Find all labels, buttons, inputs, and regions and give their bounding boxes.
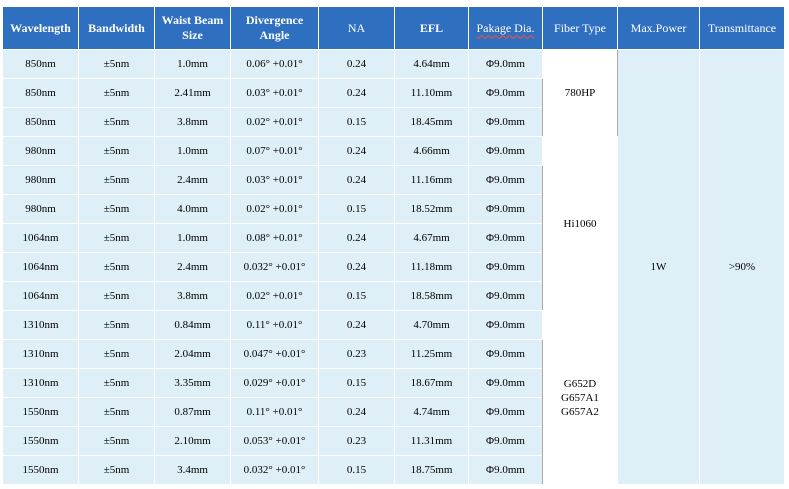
divergence-cell: 0.02° +0.01° <box>231 108 319 137</box>
package-dia-cell: Φ9.0mm <box>469 340 543 369</box>
bandwidth-cell: ±5nm <box>79 108 155 137</box>
package-dia-cell: Φ9.0mm <box>469 50 543 79</box>
divergence-cell: 0.053° +0.01° <box>231 427 319 456</box>
bandwidth-cell: ±5nm <box>79 340 155 369</box>
col-header-waist-line1: Waist Beam <box>161 13 224 27</box>
bandwidth-cell: ±5nm <box>79 137 155 166</box>
wavelength-cell: 980nm <box>3 137 79 166</box>
waist-size-cell: 2.10mm <box>155 427 231 456</box>
na-cell: 0.24 <box>319 224 395 253</box>
wavelength-cell: 1064nm <box>3 224 79 253</box>
fiber-type-cell <box>543 311 618 485</box>
bandwidth-cell: ±5nm <box>79 224 155 253</box>
col-header-pakage-label: Pakage Dia. <box>476 20 535 35</box>
waist-size-cell: 4.0mm <box>155 195 231 224</box>
col-header-max-power: Max.Power <box>618 7 700 50</box>
bandwidth-cell: ±5nm <box>79 311 155 340</box>
fiber-type-cell <box>543 50 618 137</box>
na-cell: 0.15 <box>319 195 395 224</box>
col-header-waist-line2: Size <box>182 28 203 42</box>
col-header-divergence-line2: Angle <box>259 28 290 42</box>
efl-cell: 4.74mm <box>395 398 469 427</box>
fiber-type-cell <box>543 137 618 311</box>
bandwidth-cell: ±5nm <box>79 427 155 456</box>
divergence-cell: 0.032° +0.01° <box>231 253 319 282</box>
na-cell: 0.24 <box>319 311 395 340</box>
na-cell: 0.24 <box>319 166 395 195</box>
wavelength-cell: 1064nm <box>3 282 79 311</box>
col-header-fiber-type: Fiber Type <box>543 7 618 50</box>
waist-size-cell: 1.0mm <box>155 224 231 253</box>
waist-size-cell: 2.41mm <box>155 79 231 108</box>
na-cell: 0.15 <box>319 108 395 137</box>
package-dia-cell: Φ9.0mm <box>469 282 543 311</box>
col-header-wavelength: Wavelength <box>3 7 79 50</box>
waist-size-cell: 2.4mm <box>155 166 231 195</box>
divergence-cell: 0.029° +0.01° <box>231 369 319 398</box>
fiber-type-label: G657A1 <box>561 391 599 404</box>
header-row <box>3 7 785 50</box>
transmittance-cell: >90% <box>700 50 785 485</box>
bandwidth-cell: ±5nm <box>79 195 155 224</box>
efl-cell: 11.25mm <box>395 340 469 369</box>
divergence-cell: 0.11° +0.01° <box>231 311 319 340</box>
na-cell: 0.24 <box>319 137 395 166</box>
wavelength-cell: 850nm <box>3 108 79 137</box>
max-power-cell: 1W <box>618 50 700 485</box>
efl-cell: 4.66mm <box>395 137 469 166</box>
fiber-type-label: 780HP <box>564 87 596 99</box>
divergence-cell: 0.032° +0.01° <box>231 456 319 485</box>
efl-cell: 18.67mm <box>395 369 469 398</box>
efl-cell: 4.67mm <box>395 224 469 253</box>
col-header-waist-beam-size <box>155 7 231 50</box>
waist-size-cell: 3.8mm <box>155 282 231 311</box>
bandwidth-cell: ±5nm <box>79 369 155 398</box>
na-cell: 0.15 <box>319 282 395 311</box>
fiber-type-label: G657A2 <box>561 405 599 418</box>
na-cell: 0.15 <box>319 456 395 485</box>
na-cell: 0.24 <box>319 79 395 108</box>
bandwidth-cell: ±5nm <box>79 166 155 195</box>
divergence-cell: 0.03° +0.01° <box>231 166 319 195</box>
col-header-efl: EFL <box>395 7 469 50</box>
na-cell: 0.24 <box>319 50 395 79</box>
wavelength-cell: 1550nm <box>3 427 79 456</box>
divergence-cell: 0.03° +0.01° <box>231 79 319 108</box>
divergence-cell: 0.07° +0.01° <box>231 137 319 166</box>
package-dia-cell: Φ9.0mm <box>469 224 543 253</box>
package-dia-cell: Φ9.0mm <box>469 79 543 108</box>
divergence-cell: 0.11° +0.01° <box>231 398 319 427</box>
wavelength-cell: 980nm <box>3 195 79 224</box>
wavelength-cell: 980nm <box>3 166 79 195</box>
bandwidth-cell: ±5nm <box>79 79 155 108</box>
bandwidth-cell: ±5nm <box>79 253 155 282</box>
col-header-bandwidth: Bandwidth <box>79 7 155 50</box>
wavelength-cell: 850nm <box>3 79 79 108</box>
waist-size-cell: 2.4mm <box>155 253 231 282</box>
package-dia-cell: Φ9.0mm <box>469 137 543 166</box>
waist-size-cell: 1.0mm <box>155 50 231 79</box>
col-header-pakage-dia <box>469 7 543 50</box>
col-header-transmittance: Transmittance <box>700 7 785 50</box>
waist-size-cell: 3.4mm <box>155 456 231 485</box>
table-body <box>3 50 785 485</box>
wavelength-cell: 1310nm <box>3 311 79 340</box>
waist-size-cell: 1.0mm <box>155 137 231 166</box>
waist-size-cell: 3.8mm <box>155 108 231 137</box>
wavelength-cell: 1310nm <box>3 369 79 398</box>
efl-cell: 11.31mm <box>395 427 469 456</box>
na-cell: 0.15 <box>319 369 395 398</box>
efl-cell: 4.64mm <box>395 50 469 79</box>
efl-cell: 11.10mm <box>395 79 469 108</box>
fiber-type-label: G652D <box>563 377 597 390</box>
waist-size-cell: 0.84mm <box>155 311 231 340</box>
col-header-divergence-line1: Divergence <box>245 13 304 27</box>
package-dia-cell: Φ9.0mm <box>469 456 543 485</box>
waist-size-cell: 3.35mm <box>155 369 231 398</box>
package-dia-cell: Φ9.0mm <box>469 311 543 340</box>
efl-cell: 18.75mm <box>395 456 469 485</box>
package-dia-cell: Φ9.0mm <box>469 398 543 427</box>
na-cell: 0.23 <box>319 340 395 369</box>
divergence-cell: 0.02° +0.01° <box>231 282 319 311</box>
bandwidth-cell: ±5nm <box>79 398 155 427</box>
wavelength-cell: 1550nm <box>3 398 79 427</box>
wavelength-cell: 1310nm <box>3 340 79 369</box>
bandwidth-cell: ±5nm <box>79 282 155 311</box>
wavelength-cell: 1064nm <box>3 253 79 282</box>
efl-cell: 18.45mm <box>395 108 469 137</box>
specs-table <box>2 6 785 485</box>
fiber-type-label: Hi1060 <box>563 217 597 230</box>
wavelength-cell: 850nm <box>3 50 79 79</box>
na-cell: 0.24 <box>319 398 395 427</box>
package-dia-cell: Φ9.0mm <box>469 427 543 456</box>
bandwidth-cell: ±5nm <box>79 456 155 485</box>
wavelength-cell: 1550nm <box>3 456 79 485</box>
package-dia-cell: Φ9.0mm <box>469 253 543 282</box>
efl-cell: 18.52mm <box>395 195 469 224</box>
col-header-na: NA <box>319 7 395 50</box>
na-cell: 0.23 <box>319 427 395 456</box>
efl-cell: 4.70mm <box>395 311 469 340</box>
waist-size-cell: 0.87mm <box>155 398 231 427</box>
divergence-cell: 0.06° +0.01° <box>231 50 319 79</box>
divergence-cell: 0.08° +0.01° <box>231 224 319 253</box>
table-row <box>3 50 785 79</box>
package-dia-cell: Φ9.0mm <box>469 166 543 195</box>
waist-size-cell: 2.04mm <box>155 340 231 369</box>
efl-cell: 11.16mm <box>395 166 469 195</box>
divergence-cell: 0.047° +0.01° <box>231 340 319 369</box>
efl-cell: 11.18mm <box>395 253 469 282</box>
col-header-divergence-angle <box>231 7 319 50</box>
package-dia-cell: Φ9.0mm <box>469 195 543 224</box>
bandwidth-cell: ±5nm <box>79 50 155 79</box>
package-dia-cell: Φ9.0mm <box>469 369 543 398</box>
efl-cell: 18.58mm <box>395 282 469 311</box>
na-cell: 0.24 <box>319 253 395 282</box>
divergence-cell: 0.02° +0.01° <box>231 195 319 224</box>
package-dia-cell: Φ9.0mm <box>469 108 543 137</box>
